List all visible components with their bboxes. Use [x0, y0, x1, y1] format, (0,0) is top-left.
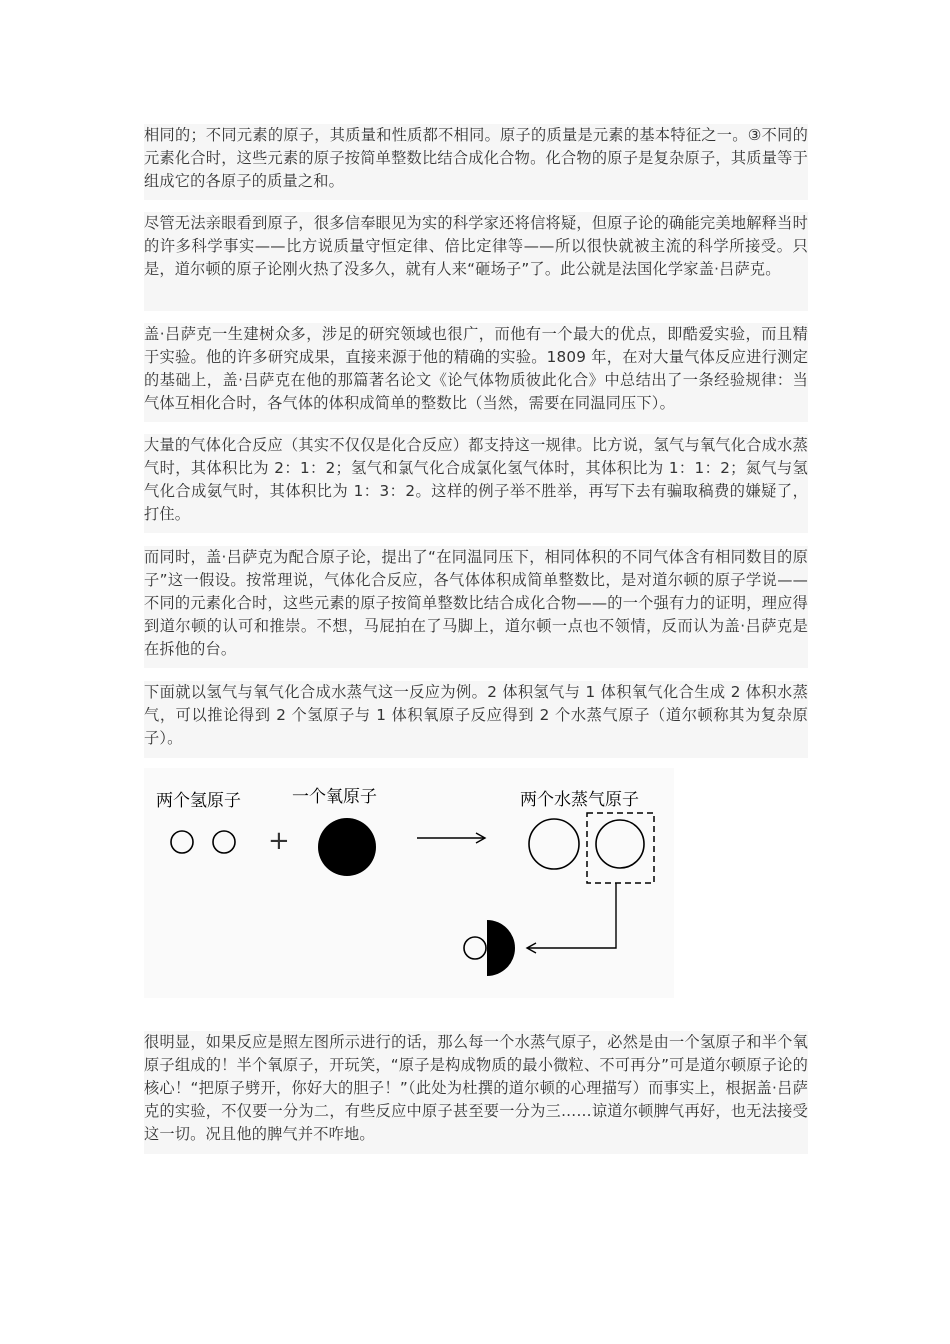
hydrogen-atom — [171, 831, 193, 853]
oxygen-atom — [318, 818, 376, 876]
decomposition-arrow — [528, 883, 616, 948]
paragraph-5: 而同时，盖·吕萨克为配合原子论，提出了“在同温同压下，相同体积的不同气体含有相同数目的原子”这一假设。按常理说，气体化合反应，各气体体积成简单整数比，是对道尔顿的原子学说——不同的元素化合时，这些元素的原子按简单整数比结合成化合物——的一个强有力的证明，理应得到道尔顿的认可和推崇。不想，马屁拍在了马脚上，道尔顿一点也不领情，反而认为盖·吕萨克是在拆他的台。 — [144, 546, 808, 668]
label-two-water-atoms: 两个水蒸气原子 — [520, 790, 639, 810]
water-vapor-atom — [529, 819, 579, 869]
hydrogen-atom — [213, 831, 235, 853]
paragraph-7: 很明显，如果反应是照左图所示进行的话，那么每一个水蒸气原子，必然是由一个氢原子和半个氧原子组成的！半个氧原子，开玩笑，“原子是构成物质的最小微粒、不可再分”可是道尔顿原子论的核心！“把原子劈开，你好大的胆子！”（此处为杜撰的道尔顿的心理描写）而事实上，根据盖·吕萨克的实验，不仅要一分为二，有些反应中原子甚至要一分为三……谅道尔顿脾气再好，也无法接受这一切。况且他的脾气并不咋地。 — [144, 1031, 808, 1154]
label-one-oxygen-atom: 一个氧原子 — [292, 787, 377, 807]
plus-sign: + — [268, 826, 290, 856]
split-hydrogen-atom — [464, 937, 486, 959]
reaction-diagram — [144, 768, 674, 998]
paragraph-4: 大量的气体化合反应（其实不仅仅是化合反应）都支持这一规律。比方说，氢气与氧气化合成水蒸气时，其体积比为 2：1：2；氢气和氯气化合成氯化氢气体时，其体积比为 1：1：2；氮气与氢气化合成氨气时，其体积比为 1：3：2。这样的例子举不胜举，再写下去有骗取稿费的嫌疑了，打住。 — [144, 434, 808, 533]
paragraph-1: 相同的；不同元素的原子，其质量和性质都不相同。原子的质量是元素的基本特征之一。③不同的元素化合时，这些元素的原子按简单整数比结合成化合物。化合物的原子是复杂原子，其质量等于组成它的各原子的质量之和。 — [144, 124, 808, 200]
water-vapor-atom — [596, 820, 644, 868]
label-two-hydrogen-atoms: 两个氢原子 — [156, 791, 241, 811]
half-oxygen-atom — [487, 920, 515, 976]
paragraph-3: 盖·吕萨克一生建树众多，涉足的研究领域也很广，而他有一个最大的优点，即酷爱实验，而且精于实验。他的许多研究成果，直接来源于他的精确的实验。1809 年，在对大量气体反应进行测定的基础上，盖·吕萨克在他的那篇著名论文《论气体物质彼此化合》中总结出了一条经验规律：当气体互相化合时，各气体的体积成简单的整数比（当然，需要在同温同压下）。 — [144, 323, 808, 422]
paragraph-6: 下面就以氢气与氧气化合成水蒸气这一反应为例。2 体积氢气与 1 体积氧气化合生成 2 体积水蒸气，可以推论得到 2 个氢原子与 1 体积氧原子反应得到 2 个水蒸气原子（道尔顿称其为复杂原子）。 — [144, 681, 808, 758]
paragraph-2: 尽管无法亲眼看到原子，很多信奉眼见为实的科学家还将信将疑，但原子论的确能完美地解释当时的许多科学事实——比方说质量守恒定律、倍比定律等——所以很快就被主流的科学所接受。只是，道尔顿的原子论刚火热了没多久，就有人来“砸场子”了。此公就是法国化学家盖·吕萨克。 — [144, 212, 808, 311]
